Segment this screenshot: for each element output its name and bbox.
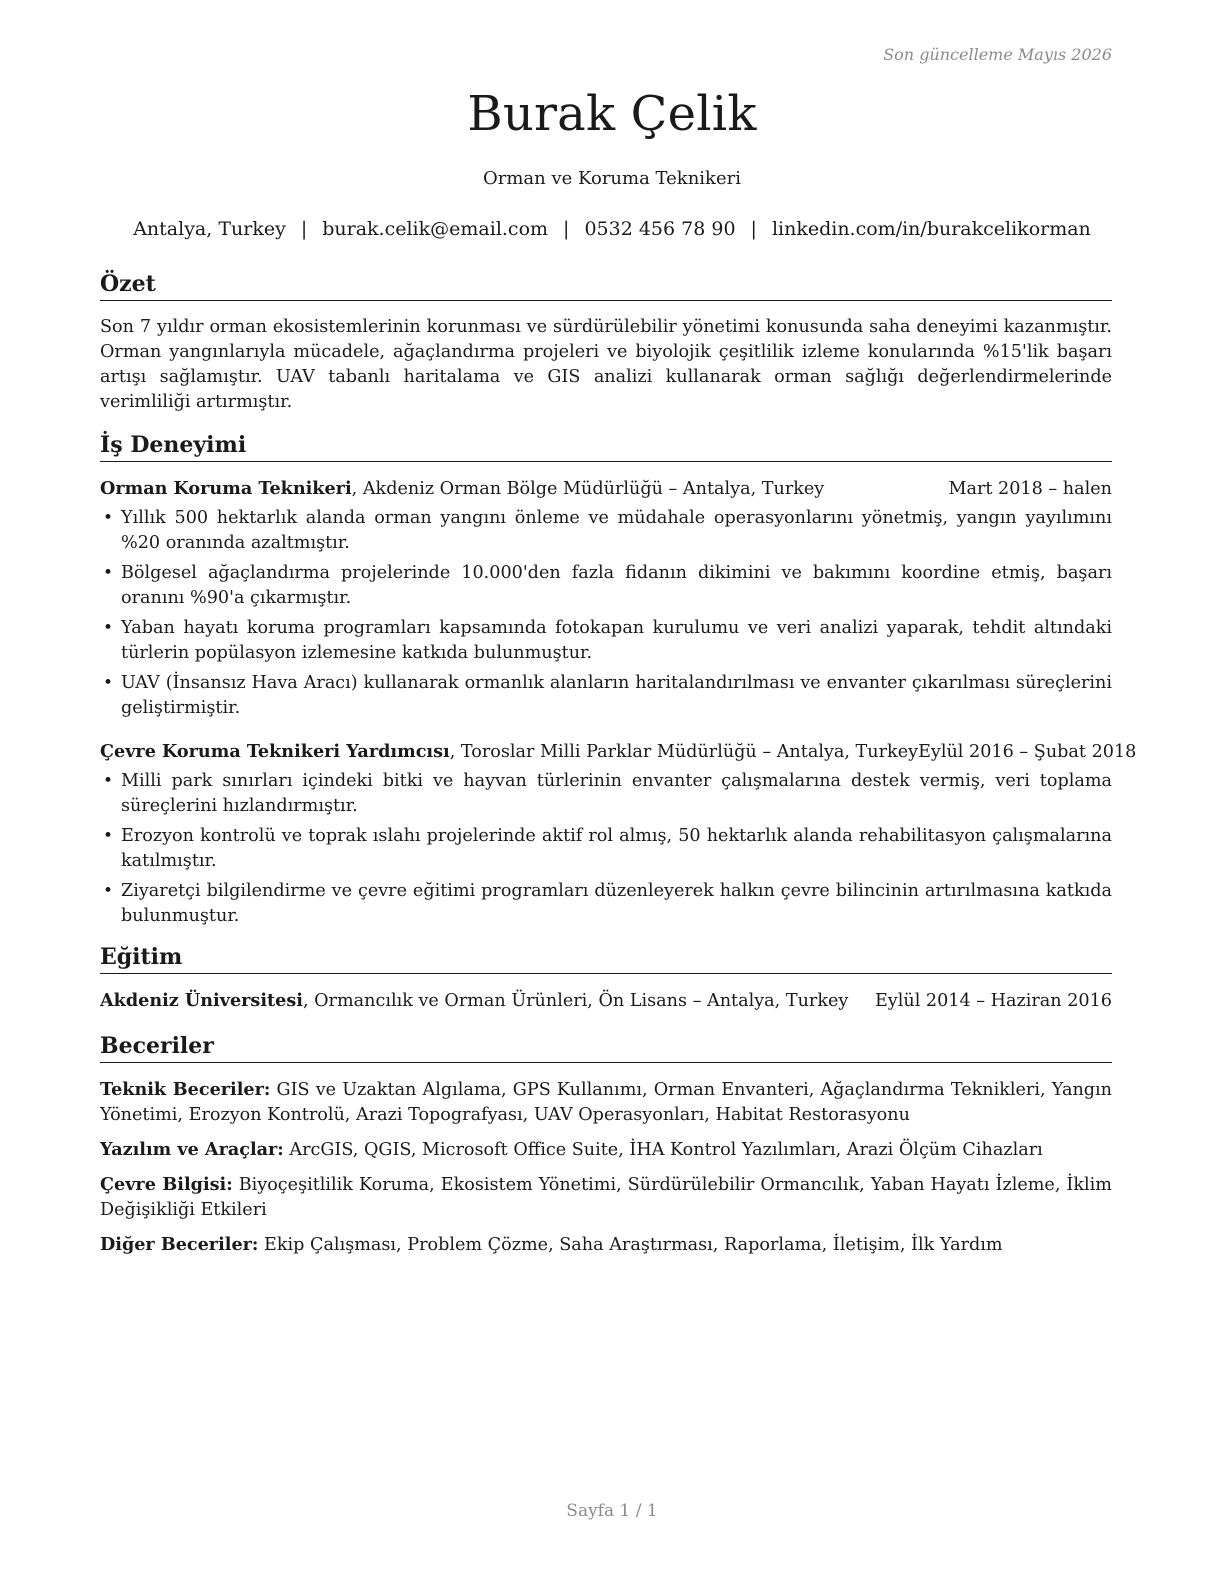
job-entry xyxy=(100,739,1137,929)
contact-email[interactable]: burak.celik@email.com xyxy=(322,218,549,240)
education-school: Akdeniz Üniversitesi xyxy=(100,990,303,1011)
bullet-icon: • xyxy=(103,826,114,846)
job-role-line xyxy=(100,476,824,502)
contact-linkedin[interactable]: linkedin.com/in/burakcelikorman xyxy=(771,218,1091,240)
job-dates: Eylül 2016 – Şubat 2018 xyxy=(918,742,1137,762)
list-item xyxy=(100,879,1112,929)
resume-body xyxy=(100,270,1137,1267)
job-header xyxy=(100,739,1137,765)
skill-group xyxy=(100,1172,1112,1223)
list-item xyxy=(100,769,1112,819)
bullet-text: Bölgesel ağaçlandırma projelerinde 10.000'den fazla fidanın dikimini ve bakımını koordine etmiş, başarı oranını %90'a çıkarmıştır. xyxy=(121,563,1112,608)
skill-label: Çevre Bilgisi: xyxy=(100,1174,233,1195)
education-heading: Eğitim xyxy=(100,943,1112,974)
education-dates: Eylül 2014 – Haziran 2016 xyxy=(874,991,1112,1011)
bullet-text: Erozyon kontrolü ve toprak ıslahı projelerinde aktif rol almış, 50 hektarlık alanda rehabilitasyon çalışmalarına katılmıştır. xyxy=(121,826,1112,871)
candidate-name: Burak Çelik xyxy=(467,86,757,142)
skill-text: GIS ve Uzaktan Algılama, GPS Kullanımı, Orman Envanteri, Ağaçlandırma Teknikleri, Yangın Yönetimi, Erozyon Kontrolü, Arazi Topografyası, UAV Operasyonları, Habitat Restorasyonu xyxy=(100,1080,1112,1125)
contact-phone: 0532 456 78 90 xyxy=(584,218,736,240)
skill-label: Yazılım ve Araçlar: xyxy=(100,1139,284,1160)
job-bullets xyxy=(100,506,1112,721)
job-dates: Mart 2018 – halen xyxy=(948,479,1112,499)
list-item xyxy=(100,671,1112,721)
education-entry xyxy=(100,988,1112,1014)
contact-location: Antalya, Turkey xyxy=(133,218,286,240)
education-section xyxy=(100,943,1112,1014)
skill-group xyxy=(100,1077,1112,1128)
skills-list xyxy=(100,1077,1112,1258)
summary-section xyxy=(100,270,1112,415)
skill-text: Ekip Çalışması, Problem Çözme, Saha Araştırması, Raporlama, İletişim, İlk Yardım xyxy=(258,1235,1003,1255)
skills-heading: Beceriler xyxy=(100,1032,1112,1063)
skill-label: Teknik Beceriler: xyxy=(100,1079,271,1100)
list-item xyxy=(100,561,1112,611)
contact-line xyxy=(0,218,1224,240)
bullet-text: Yaban hayatı koruma programları kapsamında fotokapan kurulumu ve veri analizi yaparak, tehdit altındaki türlerin popülasyon izlemesine katkıda bulunmuştur. xyxy=(121,618,1112,663)
skill-group xyxy=(100,1232,1112,1258)
bullet-text: Milli park sınırları içindeki bitki ve hayvan türlerinin envanter çalışmalarına destek vermiş, veri toplama süreçlerini hızlandırmıştır. xyxy=(121,771,1112,816)
job-role-line xyxy=(100,739,918,765)
bullet-text: Ziyaretçi bilgilendirme ve çevre eğitimi programları düzenleyerek halkın çevre bilincinin artırılmasına katkıda bulunmuştur. xyxy=(121,881,1112,926)
summary-heading: Özet xyxy=(100,270,1112,301)
job-entry xyxy=(100,476,1112,721)
skills-section xyxy=(100,1032,1112,1258)
list-item xyxy=(100,616,1112,666)
bullet-text: Yıllık 500 hektarlık alanda orman yangını önleme ve müdahale operasyonlarını yönetmiş, yangın yayılımını %20 oranında azaltmıştır. xyxy=(121,508,1112,553)
last-updated: Son güncelleme Mayıs 2026 xyxy=(883,45,1112,64)
job-org: , Akdeniz Orman Bölge Müdürlüğü – Antalya, Turkey xyxy=(351,479,825,499)
contact-separator: | xyxy=(563,218,570,240)
bullet-icon: • xyxy=(103,881,114,901)
skill-text: ArcGIS, QGIS, Microsoft Office Suite, İHA Kontrol Yazılımları, Arazi Ölçüm Cihazları xyxy=(283,1140,1043,1160)
bullet-icon: • xyxy=(103,508,114,528)
job-header xyxy=(100,476,1112,502)
skill-label: Diğer Beceriler: xyxy=(100,1234,259,1255)
bullet-icon: • xyxy=(103,771,114,791)
summary-text: Son 7 yıldır orman ekosistemlerinin korunması ve sürdürülebilir yönetimi konusunda saha deneyimi kazanmıştır. Orman yangınlarıyla mücadele, ağaçlandırma projeleri ve biyolojik çeşitlilik izleme konularında %15'lik başarı artışı sağlamıştır. UAV tabanlı haritalama ve GIS analizi kullanarak orman sağlığı değerlendirmelerinde verimliliği artırmıştır. xyxy=(100,317,1112,412)
experience-heading: İş Deneyimi xyxy=(100,431,1112,462)
education-detail: , Ormancılık ve Orman Ürünleri, Ön Lisans – Antalya, Turkey xyxy=(302,991,849,1011)
skill-text: Biyoçeşitlilik Koruma, Ekosistem Yönetimi, Sürdürülebilir Ormancılık, Yaban Hayatı İzleme, İklim Değişikliği Etkileri xyxy=(100,1175,1112,1220)
contact-separator: | xyxy=(750,218,757,240)
contact-separator: | xyxy=(300,218,308,240)
job-bullets xyxy=(100,769,1112,929)
skill-group xyxy=(100,1137,1112,1163)
page-number: Sayfa 1 / 1 xyxy=(566,1501,658,1521)
list-item xyxy=(100,824,1112,874)
experience-section xyxy=(100,431,1137,929)
job-org: , Toroslar Milli Parklar Müdürlüğü – Antalya, Turkey xyxy=(449,742,919,762)
job-role: Çevre Koruma Teknikeri Yardımcısı xyxy=(100,741,450,762)
bullet-icon: • xyxy=(103,563,114,583)
bullet-icon: • xyxy=(103,618,114,638)
bullet-text: UAV (İnsansız Hava Aracı) kullanarak ormanlık alanların haritalandırılması ve envanter çıkarılması süreçlerini geliştirmiştir. xyxy=(121,673,1112,718)
job-role: Orman Koruma Teknikeri xyxy=(100,478,352,499)
education-line xyxy=(100,988,848,1014)
job-title: Orman ve Koruma Teknikeri xyxy=(483,168,741,189)
bullet-icon: • xyxy=(103,673,114,693)
list-item xyxy=(100,506,1112,556)
